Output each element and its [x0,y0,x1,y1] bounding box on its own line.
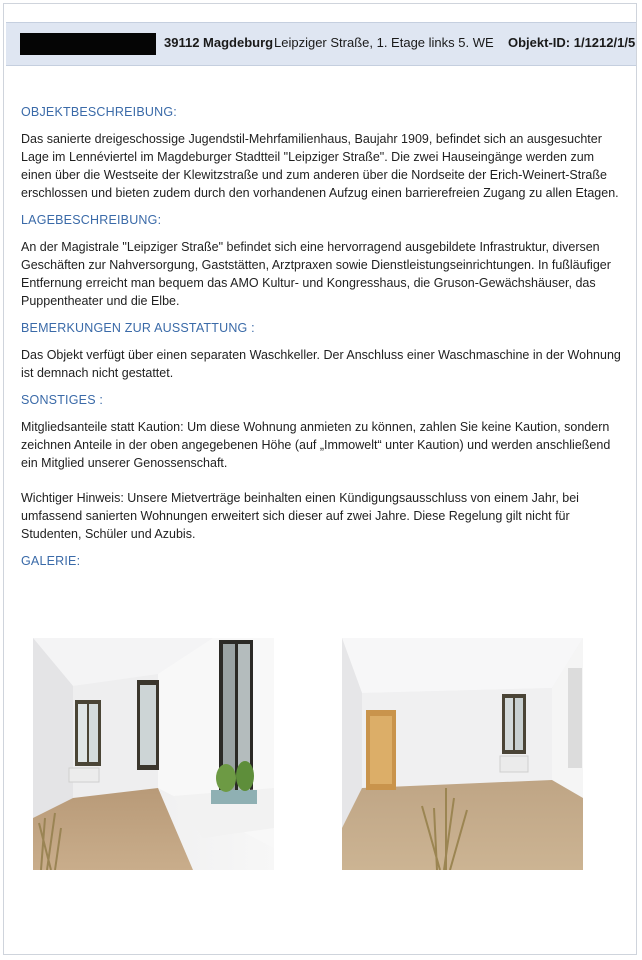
room-photo-2 [342,638,583,870]
listing-header [6,22,636,66]
header-object-id: Objekt-ID: 1/1212/1/5 [508,35,636,50]
heading-galerie: GALERIE: [21,554,81,568]
header-city: 39112 Magdeburg [164,35,274,50]
room-photo-1 [33,638,274,870]
text-objektbeschreibung: Das sanierte dreigeschossige Jugendstil-Mehrfamilienhaus, Baujahr 1909, befindet sich an ausgesuchter Lage im Lennéviertel im Magdeburger Stadtteil "Leipziger Straße". Die zwei Hauseingänge werden zum einen über die Westseite der Klewitzstraße und zum anderen über die Nordseite der Erich-Weinert-Straße erschlossen und bieten zudem durch den vorhandenen Aufzug einen barrierefreien Zugang zu allen Etagen. [21,132,619,200]
heading-objektbeschreibung: OBJEKTBESCHREIBUNG: [21,105,177,119]
heading-ausstattung: BEMERKUNGEN ZUR AUSSTATTUNG : [21,321,255,335]
redacted-block [20,33,156,55]
text-lagebeschreibung: An der Magistrale "Leipziger Straße" befindet sich eine hervorragend ausgebildete Infrastruktur, diversen Geschäften zur Nahversorgung, Gaststätten, Arztpraxen sowie Dienstleistungseinrichtungen. In fußläufiger Entfernung erreicht man bequem das AMO Kultur- und Kongresshaus, die Gruson-Gewächshäuser, das Puppentheater und die Elbe. [21,240,611,308]
text-ausstattung: Das Objekt verfügt über einen separaten Waschkeller. Der Anschluss einer Waschmaschine in der Wohnung ist demnach nicht gestattet. [21,348,621,380]
text-sonstiges-hinweis: Wichtiger Hinweis: Unsere Mietverträge beinhalten einen Kündigungsausschluss von einem Jahr, bei umfassend sanierten Wohnungen erweitert sich dieser auf zwei Jahre. Diese Regelung gilt nicht für Studenten, Schüler und Azubis. [21,491,579,541]
listing-content [21,104,621,579]
gallery-photo-1[interactable] [33,638,274,870]
header-street: Leipziger Straße, 1. Etage links 5. WE [274,35,494,50]
heading-lagebeschreibung: LAGEBESCHREIBUNG: [21,213,162,227]
gallery-photo-2[interactable] [342,638,583,870]
heading-sonstiges: SONSTIGES : [21,393,104,407]
text-sonstiges-kaution: Mitgliedsanteile statt Kaution: Um diese Wohnung anmieten zu können, zahlen Sie keine Kaution, sondern zeichnen Anteile in der oben angegebenen Höhe (auf „Immowelt“ unter Kaution) und werden anschließend ein Mitglied unserer Genossenschaft. [21,420,611,470]
